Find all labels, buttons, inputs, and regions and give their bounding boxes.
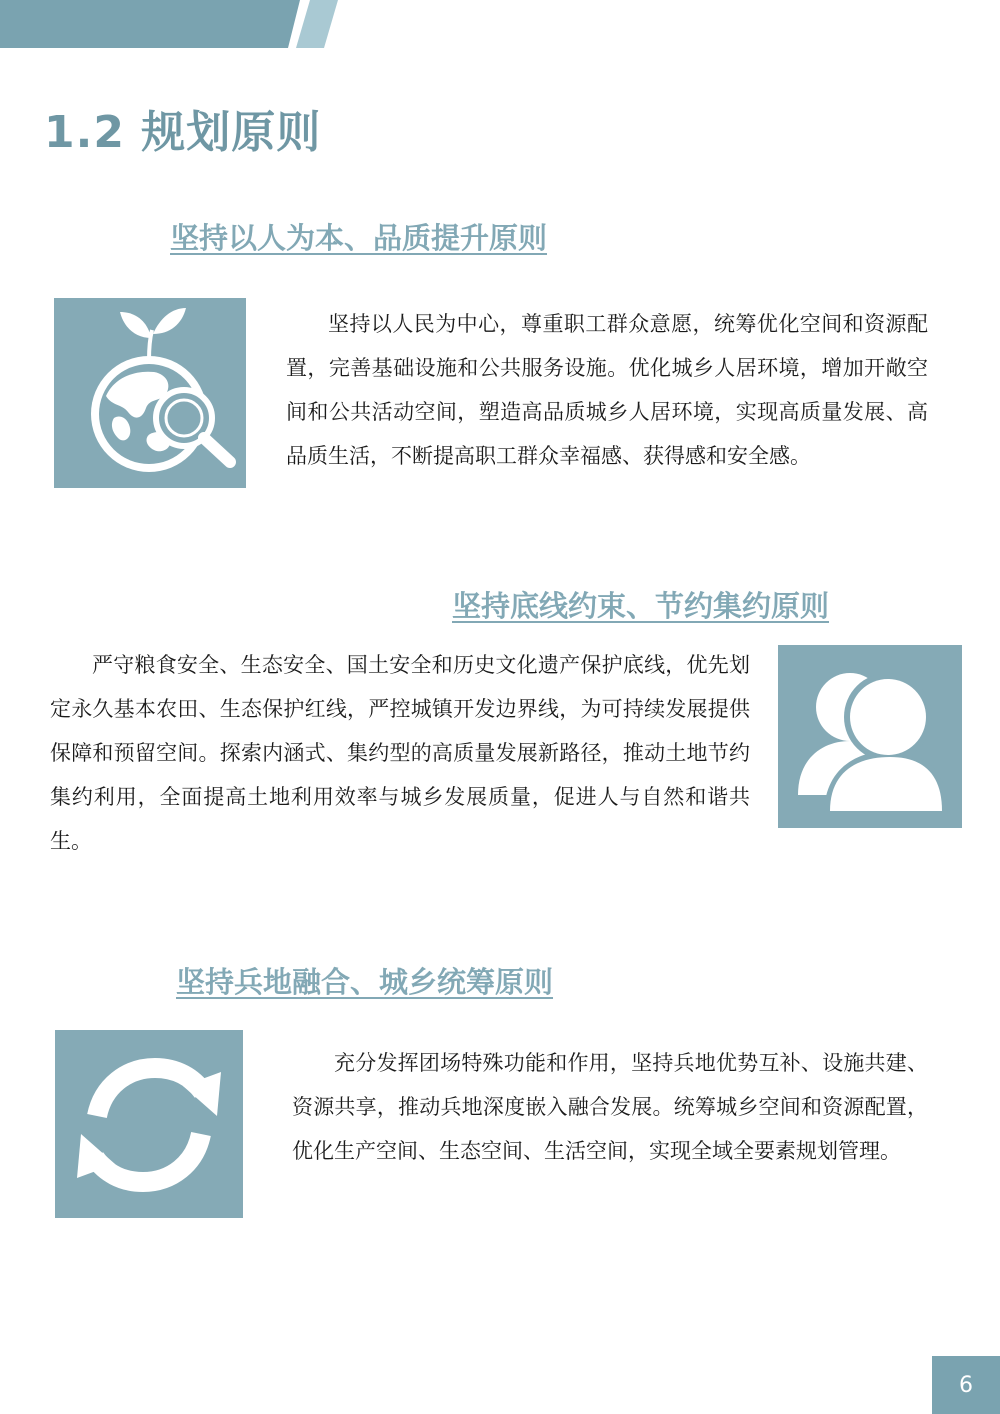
globe-sprout-magnifier-icon: [54, 298, 246, 488]
header-band: [0, 0, 300, 48]
section-body-integration: 充分发挥团场特殊功能和作用，坚持兵地优势互补、设施共建、资源共享，推动兵地深度嵌入融合发展。统筹城乡空间和资源配置，优化生产空间、生态空间、生活空间，实现全域全要素规划管理。: [292, 1051, 928, 1163]
section-body-people-quality: 坚持以人民为中心，尊重职工群众意愿，统筹优化空间和资源配置，完善基础设施和公共服务设施。优化城乡人居环境，增加开敞空间和公共活动空间，塑造高品质城乡人居环境，实现高质量发展、高品质生活，不断提高职工群众幸福感、获得感和安全感。: [286, 312, 928, 468]
section-heading-people-quality: 坚持以人为本、品质提升原则: [170, 221, 548, 255]
page-title: 1.2 规划原则: [44, 107, 322, 158]
page-number: 6: [932, 1356, 1000, 1414]
header-band-accent: [296, 0, 338, 48]
refresh-arrows-icon: [55, 1030, 243, 1218]
section-heading-bottom-line: 坚持底线约束、节约集约原则: [452, 589, 830, 623]
two-people-icon: [778, 645, 962, 828]
section-body-bottom-line: 严守粮食安全、生态安全、国土安全和历史文化遗产保护底线，优先划定永久基本农田、生态保护红线，严控城镇开发边界线，为可持续发展提供保障和预留空间。探索内涵式、集约型的高质量发展新路径，推动土地节约集约利用，全面提高土地利用效率与城乡发展质量，促进人与自然和谐共生。: [50, 653, 750, 853]
section-heading-integration: 坚持兵地融合、城乡统筹原则: [176, 965, 554, 999]
